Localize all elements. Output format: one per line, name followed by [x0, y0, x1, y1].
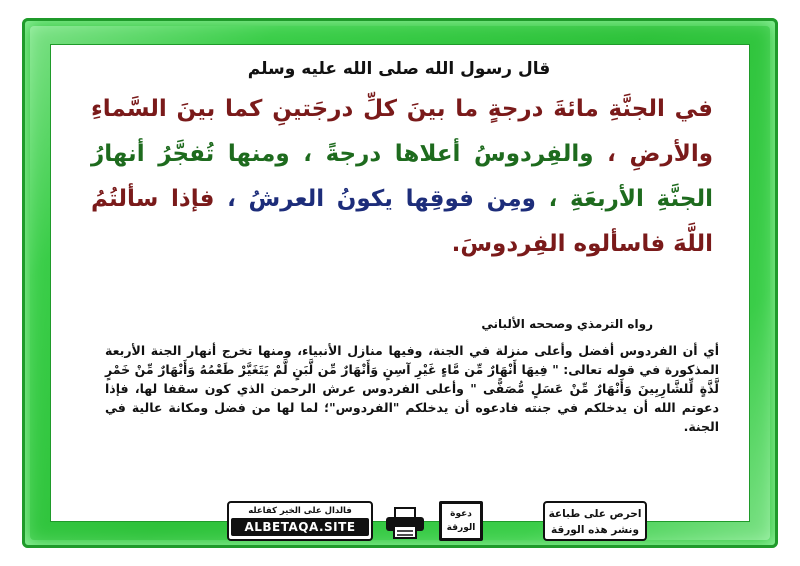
narrator: رواه الترمذي وصححه الألباني	[481, 317, 653, 331]
content-panel	[50, 44, 750, 536]
hadith-part-3: ومِن فوقِها يكونُ العرشُ ،	[214, 186, 536, 212]
heading: قال رسول الله صلى الله عليه وسلم	[247, 59, 551, 79]
explanation	[105, 341, 719, 436]
logo	[439, 501, 483, 541]
dal-text: فالدال على الخير كفاعله	[248, 506, 352, 516]
explanation-line-1: أي أن الفردوس أفضل وأعلى منزلة في الجنة، وفيها منازل الأنبياء، ومنها تخرج أنهار الجنة الأربعة المذكورة في قوله تعالى: " فِيهَا أَنْهَارٌ مِّن مَّاءٍ غَيْرِ آسِنٍ وَأَنْهَارٌ مِّن لَّبَنٍ لَّمْ يَتَغَيَّرْ طَعْمُهُ وَأَنْهَارٌ مِّنْ خَمْرٍ لَّذَّةٍ لِّلشَّارِبِينَ وَأَنْهَارٌ مِّنْ عَسَلٍ مُّصَفًّى "	[105, 343, 719, 396]
hadith-part-2: والفِردوسُ أعلاها درجةً ، ومنها تُفجَّرُ أنهارُ الجنَّةِ الأربعَةِ ،	[91, 141, 713, 212]
printer-icon	[383, 507, 427, 539]
website-box	[227, 501, 373, 541]
explanation-line-2: وأعلى الفردوس عرش الرحمن الذي كون سقفا لها، فإذا دعوتم الله أن يدخلكم في جنته فادعوه أن يدخلكم "الفردوس"؛ لما لها من فضل ومكانة عالية في الجنة.	[105, 381, 719, 434]
hadith-text	[91, 87, 713, 267]
print-note-box	[543, 501, 647, 541]
website-label: ALBETAQA.SITE	[231, 518, 369, 536]
hadith-part-1: في الجنَّةِ مائةَ درجةٍ ما بينَ كلِّ درجَتينِ كما بينَ السَّماءِ والأرضِ ،	[91, 96, 713, 167]
logo-text-1: دعوة	[450, 509, 472, 519]
footer	[227, 501, 647, 543]
print-note-line-2: ونشر هذه الورقة	[551, 524, 639, 536]
logo-text-2: الورقة	[446, 523, 476, 533]
hadith-part-4: فإذا سألتُمُ اللَّهَ فاسألوه الفِردوسَ.	[91, 186, 713, 257]
print-note-line-1: احرص على طباعة	[548, 508, 642, 520]
